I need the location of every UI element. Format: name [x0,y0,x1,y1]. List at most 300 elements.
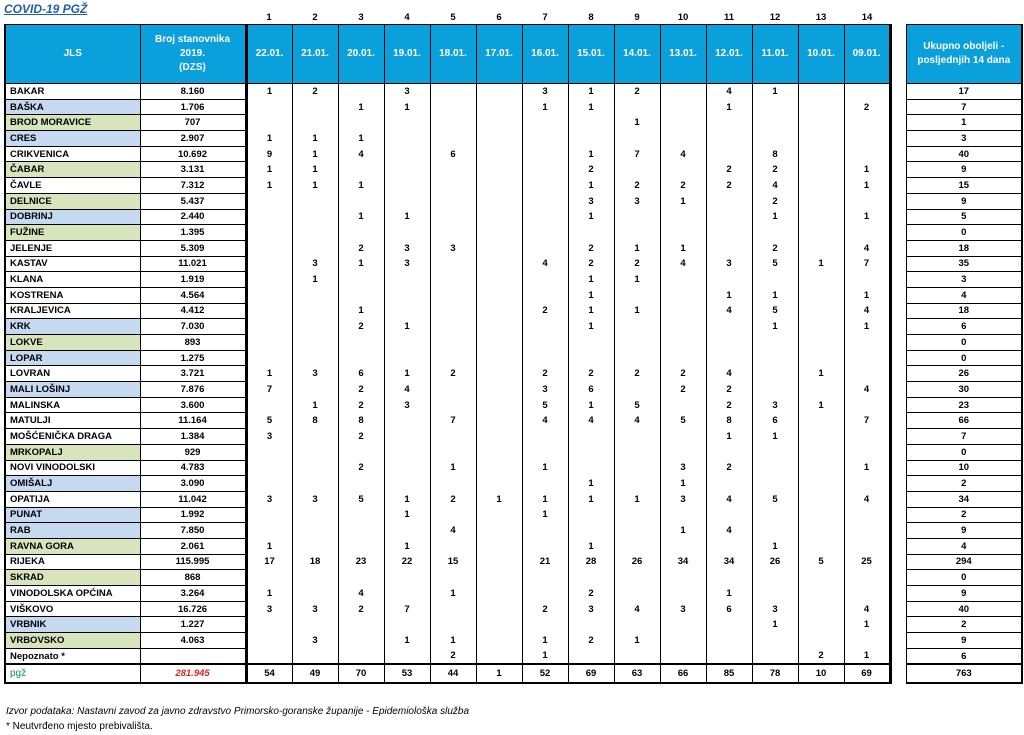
case-count-cell: 26 [752,554,798,570]
case-count-cell: 4 [614,601,660,617]
case-count-cell: 1 [614,633,660,649]
case-count-cell: 4 [706,491,752,507]
table-row [5,99,1022,115]
summary-day-total: 85 [706,664,752,683]
municipality-name: VIŠKOVO [5,601,140,617]
population-cell: 7.030 [140,319,246,335]
case-count-cell [614,444,660,460]
municipality-name: LOPAR [5,350,140,366]
total-cell: 2 [906,617,1022,633]
table-row [5,225,1022,241]
case-count-cell: 1 [568,491,614,507]
case-count-cell: 6 [706,601,752,617]
case-count-cell [706,476,752,492]
total-cell: 30 [906,382,1022,398]
case-count-cell [476,287,522,303]
header-total-line: Ukupno oboljeli - [923,41,1005,52]
case-count-cell [706,617,752,633]
municipality-name: KRK [5,319,140,335]
case-count-cell: 1 [522,491,568,507]
case-count-cell [522,429,568,445]
population-cell: 1.395 [140,225,246,241]
case-count-cell: 2 [660,178,706,194]
spacer-cell [890,10,906,25]
case-count-cell [522,350,568,366]
municipality-name: LOKVE [5,335,140,351]
summary-day-total: 44 [430,664,476,683]
case-count-cell [292,240,338,256]
case-count-cell [292,319,338,335]
case-count-cell [384,570,430,586]
case-count-cell [660,225,706,241]
case-count-cell [844,476,890,492]
case-count-cell [844,350,890,366]
case-count-cell: 5 [338,491,384,507]
case-count-cell: 2 [752,240,798,256]
total-cell: 34 [906,491,1022,507]
case-count-cell [246,303,292,319]
summary-population: 281.945 [140,664,246,683]
case-count-cell: 4 [568,413,614,429]
case-count-cell: 21 [522,554,568,570]
gap-cell [890,476,906,492]
population-cell: 7.850 [140,523,246,539]
table-row [5,601,1022,617]
municipality-name: RAVNA GORA [5,538,140,554]
case-count-cell [798,413,844,429]
case-count-cell: 34 [706,554,752,570]
case-count-cell [430,303,476,319]
case-count-cell: 8 [338,413,384,429]
case-count-cell [798,491,844,507]
case-count-cell [338,115,384,131]
municipality-name: MALI LOŠINJ [5,382,140,398]
case-count-cell [798,146,844,162]
population-cell: 5.309 [140,240,246,256]
case-count-cell [246,633,292,649]
case-count-cell [384,335,430,351]
case-count-cell [614,335,660,351]
case-count-cell [476,366,522,382]
case-count-cell: 1 [522,507,568,523]
case-count-cell: 8 [292,413,338,429]
case-count-cell: 1 [752,429,798,445]
gap-cell [890,601,906,617]
case-count-cell: 4 [844,601,890,617]
case-count-cell [476,256,522,272]
municipality-name: MOŠĆENIČKA DRAGA [5,429,140,445]
case-count-cell: 5 [752,491,798,507]
case-count-cell [844,131,890,147]
gap-cell [890,397,906,413]
case-count-cell [384,476,430,492]
population-cell: 1.275 [140,350,246,366]
table-row [5,131,1022,147]
case-count-cell [430,99,476,115]
case-count-cell [660,131,706,147]
gap-cell [890,413,906,429]
case-count-cell [476,178,522,194]
case-count-cell: 34 [660,554,706,570]
case-count-cell: 1 [384,538,430,554]
case-count-cell [476,193,522,209]
case-count-cell [844,146,890,162]
case-count-cell [568,648,614,664]
case-count-cell [706,570,752,586]
case-count-cell: 1 [568,272,614,288]
case-count-cell: 3 [430,240,476,256]
case-count-cell [476,131,522,147]
table-row [5,272,1022,288]
case-count-cell: 2 [568,633,614,649]
case-count-cell: 1 [706,287,752,303]
case-count-cell: 1 [568,178,614,194]
population-cell: 4.564 [140,287,246,303]
case-count-cell [246,444,292,460]
case-count-cell: 1 [614,240,660,256]
case-count-cell [338,617,384,633]
population-cell: 8.160 [140,84,246,100]
case-count-cell: 2 [706,460,752,476]
page-title: COVID-19 PGŽ [4,2,88,16]
case-count-cell: 25 [844,554,890,570]
case-count-cell [338,444,384,460]
case-count-cell [614,429,660,445]
case-count-cell: 8 [752,146,798,162]
gap-cell [890,633,906,649]
case-count-cell: 1 [338,256,384,272]
case-count-cell: 1 [568,146,614,162]
case-count-cell [292,476,338,492]
total-cell: 6 [906,648,1022,664]
case-count-cell [522,225,568,241]
gap-cell [890,664,906,683]
gap-cell [890,319,906,335]
case-count-cell [568,460,614,476]
case-count-cell [476,225,522,241]
case-count-cell: 1 [706,99,752,115]
case-count-cell: 1 [292,178,338,194]
case-count-cell [660,84,706,100]
case-count-cell [752,633,798,649]
case-count-cell [752,648,798,664]
case-count-cell [798,586,844,602]
total-cell: 18 [906,240,1022,256]
case-count-cell [568,617,614,633]
case-count-cell: 1 [752,84,798,100]
case-count-cell: 3 [706,256,752,272]
case-count-cell: 2 [568,586,614,602]
case-count-cell [752,507,798,523]
case-count-cell [476,460,522,476]
case-count-cell [752,476,798,492]
case-count-cell [292,586,338,602]
total-cell: 0 [906,570,1022,586]
case-count-cell [660,272,706,288]
case-count-cell [706,648,752,664]
case-count-cell [430,193,476,209]
case-count-cell: 6 [338,366,384,382]
population-cell: 2.440 [140,209,246,225]
case-count-cell: 1 [384,209,430,225]
case-count-cell [568,507,614,523]
case-count-cell [752,586,798,602]
case-count-cell: 1 [338,99,384,115]
case-count-cell: 7 [844,413,890,429]
case-count-cell [660,335,706,351]
case-count-cell [476,146,522,162]
case-count-cell [844,586,890,602]
case-count-cell [384,178,430,194]
case-count-cell: 1 [292,131,338,147]
case-count-cell [706,538,752,554]
header-date: 12.01. [706,25,752,84]
case-count-cell: 2 [568,240,614,256]
case-count-cell [522,193,568,209]
population-cell: 3.600 [140,397,246,413]
case-count-cell [568,131,614,147]
gap-cell [890,287,906,303]
case-count-cell [338,225,384,241]
population-cell: 10.692 [140,146,246,162]
case-count-cell [246,287,292,303]
case-count-cell [430,429,476,445]
case-count-cell: 15 [430,554,476,570]
municipality-name: Nepoznato * [5,648,140,664]
case-count-cell: 1 [706,586,752,602]
population-cell: 1.384 [140,429,246,445]
total-cell: 1 [906,115,1022,131]
population-cell: 11.164 [140,413,246,429]
case-count-cell: 1 [384,366,430,382]
case-count-cell: 5 [798,554,844,570]
case-count-cell [660,115,706,131]
municipality-name: RIJEKA [5,554,140,570]
covid-cases-table [4,10,1023,684]
case-count-cell: 1 [568,319,614,335]
case-count-cell: 1 [430,633,476,649]
case-count-cell [844,429,890,445]
case-count-cell [706,146,752,162]
case-count-cell [522,476,568,492]
case-count-cell [798,131,844,147]
case-count-cell [798,115,844,131]
case-count-cell [614,131,660,147]
case-count-cell: 1 [568,209,614,225]
population-cell: 3.721 [140,366,246,382]
case-count-cell [752,444,798,460]
case-count-cell [430,272,476,288]
case-count-cell: 2 [522,366,568,382]
case-count-cell [522,335,568,351]
case-count-cell [798,335,844,351]
municipality-name: CRES [5,131,140,147]
case-count-cell [614,523,660,539]
case-count-cell: 1 [338,209,384,225]
case-count-cell [384,225,430,241]
case-count-cell [476,476,522,492]
case-count-cell: 4 [660,146,706,162]
case-count-cell [246,209,292,225]
header-date: 10.01. [798,25,844,84]
gap-cell [890,444,906,460]
case-count-cell: 1 [660,523,706,539]
case-count-cell [384,350,430,366]
case-count-cell [798,444,844,460]
gap-cell [890,570,906,586]
case-count-cell: 1 [752,287,798,303]
total-cell: 0 [906,444,1022,460]
case-count-cell: 3 [660,601,706,617]
case-count-cell [246,193,292,209]
case-count-cell [614,162,660,178]
table-row [5,303,1022,319]
summary-day-total: 1 [476,664,522,683]
table-row [5,115,1022,131]
case-count-cell [384,429,430,445]
total-cell: 0 [906,225,1022,241]
total-cell: 9 [906,162,1022,178]
case-count-cell: 5 [614,397,660,413]
population-cell: 868 [140,570,246,586]
case-count-cell [614,570,660,586]
case-count-cell: 2 [798,648,844,664]
case-count-cell [706,350,752,366]
case-count-cell [384,413,430,429]
case-count-cell [798,287,844,303]
municipality-name: BAKAR [5,84,140,100]
case-count-cell [246,476,292,492]
total-cell: 23 [906,397,1022,413]
case-count-cell: 1 [522,99,568,115]
case-count-cell [568,225,614,241]
gap-cell [890,99,906,115]
case-count-cell [338,570,384,586]
table-row [5,319,1022,335]
table-row [5,193,1022,209]
header-date: 17.01. [476,25,522,84]
case-count-cell [338,633,384,649]
case-count-cell: 2 [338,397,384,413]
case-count-cell: 5 [246,413,292,429]
municipality-name: PUNAT [5,507,140,523]
gap-cell [890,225,906,241]
case-count-cell: 2 [338,319,384,335]
column-number: 7 [542,11,548,23]
case-count-cell [246,617,292,633]
case-count-cell [476,523,522,539]
case-count-cell [246,225,292,241]
population-cell: 115.995 [140,554,246,570]
case-count-cell: 1 [844,178,890,194]
column-number: 4 [404,11,410,23]
case-count-cell [660,586,706,602]
column-number: 8 [588,11,594,23]
column-number: 5 [450,11,456,23]
case-count-cell [292,287,338,303]
case-count-cell: 3 [660,491,706,507]
municipality-name: LOVRAN [5,366,140,382]
case-count-cell [752,335,798,351]
total-cell: 0 [906,335,1022,351]
total-cell: 9 [906,193,1022,209]
case-count-cell: 3 [292,256,338,272]
total-cell: 15 [906,178,1022,194]
case-count-cell: 3 [522,382,568,398]
case-count-cell [522,178,568,194]
case-count-cell: 1 [614,491,660,507]
total-cell: 3 [906,131,1022,147]
case-count-cell [568,335,614,351]
case-count-cell: 5 [522,397,568,413]
case-count-cell [292,225,338,241]
population-cell: 5.437 [140,193,246,209]
case-count-cell [246,256,292,272]
case-count-cell [430,115,476,131]
case-count-cell [706,131,752,147]
case-count-cell: 1 [246,84,292,100]
column-number: 9 [634,11,640,23]
case-count-cell [798,272,844,288]
case-count-cell [430,444,476,460]
case-count-cell [522,444,568,460]
table-row [5,648,1022,664]
case-count-cell [292,209,338,225]
case-count-cell: 2 [844,99,890,115]
population-cell: 16.726 [140,601,246,617]
case-count-cell [246,507,292,523]
case-count-cell: 1 [568,287,614,303]
case-count-cell: 1 [614,272,660,288]
case-count-cell: 1 [476,491,522,507]
total-cell: 26 [906,366,1022,382]
case-count-cell: 4 [338,146,384,162]
case-count-cell [292,350,338,366]
case-count-cell: 4 [706,366,752,382]
case-count-cell: 3 [384,240,430,256]
case-count-cell [292,444,338,460]
case-count-cell [338,507,384,523]
case-count-cell [292,648,338,664]
case-count-cell [246,272,292,288]
gap-cell [890,131,906,147]
case-count-cell [476,633,522,649]
case-count-cell [522,209,568,225]
gap-cell [890,256,906,272]
case-count-cell [338,272,384,288]
table-row [5,617,1022,633]
table-row [5,538,1022,554]
case-count-cell [338,648,384,664]
header-name: JLS [5,25,140,84]
summary-day-total: 52 [522,664,568,683]
case-count-cell [706,225,752,241]
case-count-cell [660,319,706,335]
case-count-cell [430,350,476,366]
case-count-cell: 7 [430,413,476,429]
header-date: 15.01. [568,25,614,84]
case-count-cell [798,601,844,617]
case-count-cell [476,319,522,335]
case-count-cell: 4 [384,382,430,398]
case-count-cell: 1 [292,162,338,178]
total-cell: 9 [906,586,1022,602]
case-count-cell: 1 [844,460,890,476]
case-count-cell [522,617,568,633]
case-count-cell: 4 [844,382,890,398]
case-count-cell: 1 [384,633,430,649]
table-row [5,523,1022,539]
